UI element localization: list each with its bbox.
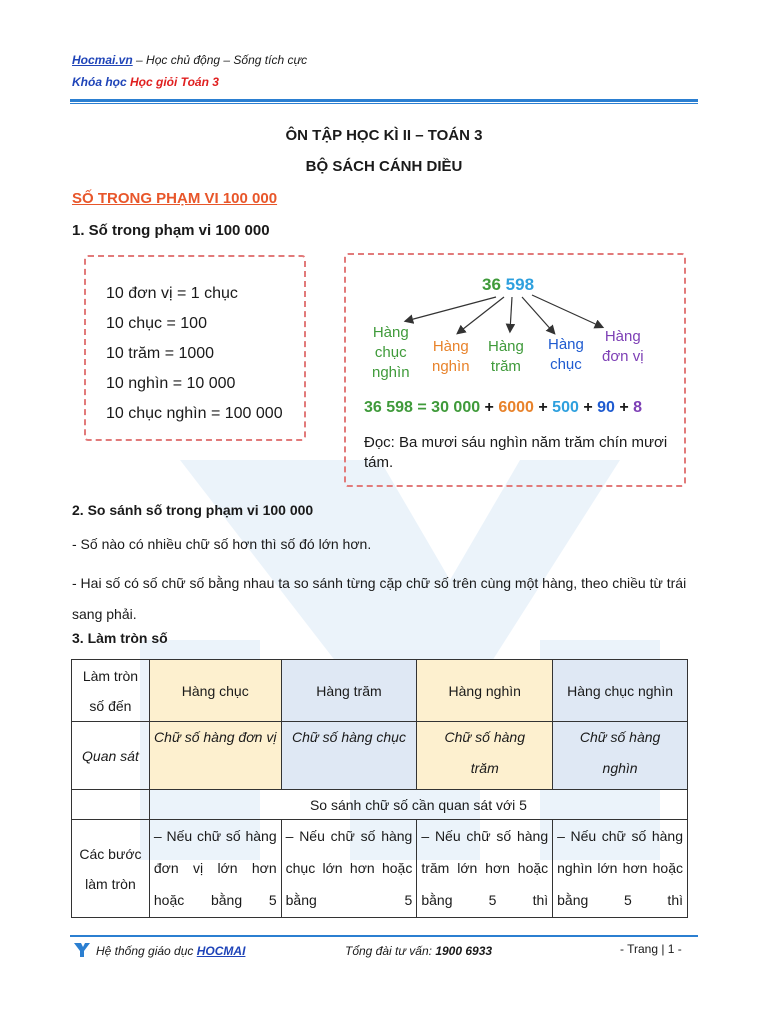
footer-divider [70,935,698,937]
reading-text: Đọc: Ba mươi sáu nghìn năm trăm chín mươi tám. [364,434,668,471]
table-header-cell: Hàng chục nghìn [553,660,688,722]
conversion-row: 10 chục = 100 [106,315,207,332]
table-row [72,790,688,820]
table-cell: – Nếu chữ số hàng trăm lớn hơn hoặc bằng 5 thì [417,820,553,918]
table-cell: – Nếu chữ số hàng đơn vị lớn hơn hoặc bằng 5 [149,820,281,918]
place-value-example-box [344,253,686,487]
place-ten-thousands: Hàng chục nghìn [372,324,410,381]
page-subtitle: BỘ SÁCH CÁNH DIỀU [305,158,463,175]
table-row [72,820,688,918]
rounding-table [71,659,688,918]
conversions-box [84,255,306,441]
header-slogan-line [72,53,307,67]
place-tens: Hàng chục [548,336,584,373]
hotline-number: 1900 6933 [435,944,493,958]
place-thousands: Hàng nghìn [432,338,470,375]
course-prefix: Khóa học [72,75,131,89]
conversion-row: 10 đơn vị = 1 chục [106,285,238,302]
section-title: SỐ TRONG PHẠM VI 100 000 [72,190,278,207]
table-row-label: Các bước làm tròn [72,820,150,918]
expanded-form: 36 598 = 30 000 + 6000 + 500 + 90 + 8 [364,399,643,416]
table-header-cell: Hàng trăm [281,660,417,722]
page-title: ÔN TẬP HỌC KÌ II – TOÁN 3 [285,127,483,144]
table-header-cell: Hàng nghìn [417,660,553,722]
place-ones: Hàng đơn vị [602,328,644,365]
example-number-thousands-part: 36 [482,275,501,294]
conversion-row: 10 trăm = 1000 [106,345,215,362]
table-cell: – Nếu chữ số hàng nghìn lớn hơn hoặc bằng 5 thì [553,820,688,918]
conversion-row: 10 nghìn = 10 000 [106,375,236,392]
example-number [482,275,534,295]
footer-hotline: Tổng đài tư vấn: 1900 6933 [345,944,493,958]
course-name: Học giỏi Toán 3 [130,75,219,89]
table-corner-cell: Làm tròn số đến [72,660,150,722]
compare-rule-1: - Số nào có nhiều chữ số hơn thì số đó lớn hơn. [72,536,372,552]
page-number: - Trang | 1 - [620,942,682,956]
footer-brand-link[interactable]: HOCMAI [196,944,246,958]
header-course-line [72,75,219,89]
hocmai-logo-icon [72,941,92,957]
place-hundreds: Hàng trăm [488,338,524,375]
table-row-label: Quan sát [72,722,150,790]
table-row [72,660,688,722]
table-row [72,722,688,790]
footer-system-text: Hệ thống giáo dục HOCMAI [96,944,246,958]
table-cell: – Nếu chữ số hàng chục lớn hơn hoặc bằng 5 [281,820,417,918]
table-cell: Chữ số hàng đơn vị [149,722,281,790]
compare-rule-2: - Hai số có số chữ số bằng nhau ta so sánh từng cặp chữ số trên cùng một hàng, theo chiều từ trái sang phải. [72,575,687,622]
header-divider [70,99,698,104]
table-cell: Chữ số hàng trăm [417,722,553,790]
heading-part1: 1. Số trong phạm vi 100 000 [72,222,270,239]
table-header-cell: Hàng chục [149,660,281,722]
table-empty-cell [72,790,150,820]
table-compare-cell: So sánh chữ số cần quan sát với 5 [149,790,687,820]
example-number-units-part: 598 [505,275,535,294]
heading-part3: 3. Làm tròn số [72,630,168,646]
heading-part2: 2. So sánh số trong phạm vi 100 000 [72,502,314,518]
brand-link[interactable]: Hocmai.vn [72,53,133,67]
slogan: – Học chủ động – Sống tích cực [132,53,308,67]
table-cell: Chữ số hàng chục [281,722,417,790]
conversion-row: 10 chục nghìn = 100 000 [106,405,283,422]
table-cell: Chữ số hàng nghìn [553,722,688,790]
